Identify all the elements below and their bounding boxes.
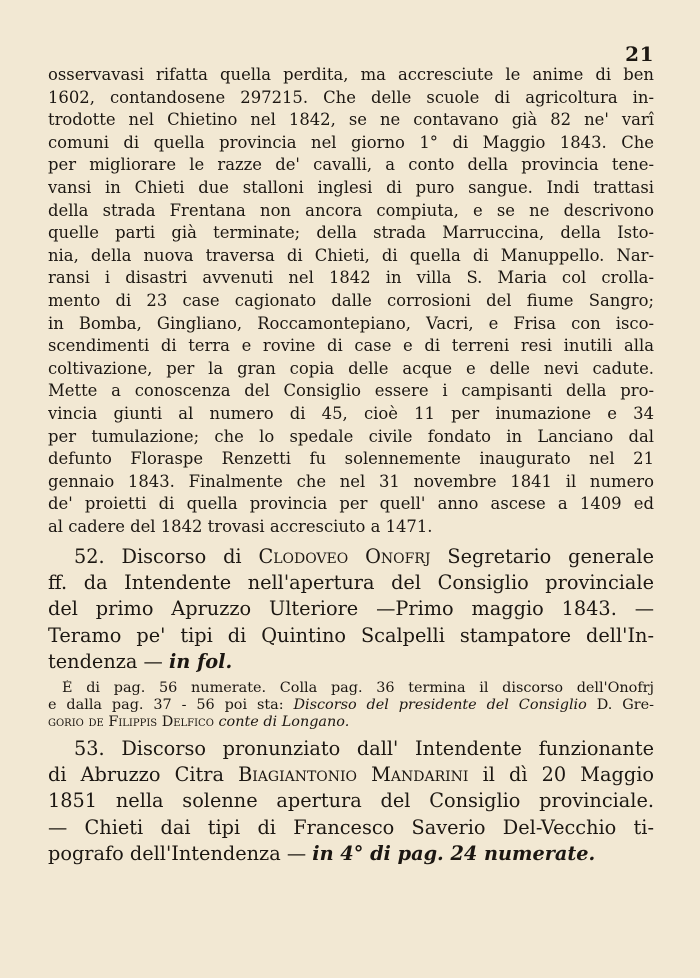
text-line: comuni di quella provincia nel giorno 1° di Maggio 1843. Che xyxy=(48,132,654,152)
text-line: trodotte nel Chietino nel 1842, se ne contavano già 82 ne' varî xyxy=(48,110,654,130)
note-line: È di pag. 56 numerate. Colla pag. 36 termina il discorso dell'Onofrj xyxy=(62,680,654,696)
intro-paragraph xyxy=(48,64,654,538)
entry-text: il dì 20 Maggio xyxy=(468,763,654,787)
text-line: Mette a conoscenza del Consiglio essere i campisanti della pro- xyxy=(48,381,654,401)
text-line: osservavasi rifatta quella perdita, ma accresciute le anime di ben xyxy=(48,65,654,84)
format-text: in fol. xyxy=(168,649,233,673)
text-line: per tumulazione; che lo spedale civile fondato in Lanciano dal xyxy=(48,426,654,446)
note-text: D. Gre- xyxy=(586,696,654,713)
entry-number-text: 52. Discorso di xyxy=(74,545,259,568)
text-line: quelle parti già terminate; della strada Marruccina, della Isto- xyxy=(48,223,654,243)
entry-text: pografo dell'Intendenza — xyxy=(48,841,313,865)
text-line: de' proietti di quella provincia per quell' anno ascese a 1409 ed xyxy=(48,494,654,514)
note-line xyxy=(48,714,654,731)
note-52 xyxy=(48,680,654,730)
entry-line: 53. Discorso pronunziato dall' Intendente funzionante xyxy=(74,737,654,760)
author-name: Clodoveo Onofrj xyxy=(258,545,431,568)
text-line: mento di 23 case cagionato dalle corrosioni del fiume Sangro; xyxy=(48,290,654,310)
entry-text: tendenza — xyxy=(48,649,169,673)
format-text: in 4° di pag. 24 numerate. xyxy=(312,841,596,865)
text-line: nia, della nuova traversa di Chieti, di quella di Manuppello. Nar- xyxy=(48,245,654,265)
note-title: Discorso del presidente del Consiglio xyxy=(293,696,587,713)
text-line: 1602, contandosene 297215. Che delle scuole di agricoltura in- xyxy=(48,87,654,107)
author-name: Biagiantonio Mandarini xyxy=(238,763,469,787)
text-line: al cadere del 1842 trovasi accresciuto a 1471. xyxy=(48,516,433,536)
entry-line: ff. da Intendente nell'apertura del Consiglio provinciale xyxy=(48,571,654,595)
text-line: defunto Floraspe Renzetti fu solennemente inaugurato nel 21 xyxy=(48,449,654,469)
entry-line: Teramo pe' tipi di Quintino Scalpelli stampatore dell'In- xyxy=(48,623,654,647)
entry-line: — Chieti dai tipi di Francesco Saverio Del-Vecchio ti- xyxy=(48,815,654,839)
entry-line xyxy=(48,841,654,867)
entry-line: 1851 nella solenne apertura del Consiglio provinciale. xyxy=(48,789,654,813)
text-line: vansi in Chieti due stalloni inglesi di puro sangue. Indi trattasi xyxy=(48,177,654,197)
text-line: ransi i disastri avvenuti nel 1842 in villa S. Maria col crolla- xyxy=(48,268,654,288)
text-line: gennaio 1843. Finalmente che nel 31 novembre 1841 il numero xyxy=(48,471,654,491)
page-number: 21 xyxy=(625,42,654,66)
entry-line xyxy=(48,762,654,788)
text-line: in Bomba, Gingliano, Roccamontepiano, Vacri, e Frisa con isco- xyxy=(48,313,654,333)
note-line xyxy=(48,697,654,714)
entry-line xyxy=(48,649,654,675)
entry-text: Segretario generale xyxy=(430,545,654,568)
note-name: gorio de Filippis Delfico xyxy=(48,713,214,730)
note-text: e dalla pag. 37 - 56 poi sta: xyxy=(48,696,294,713)
text-line: scendimenti di terra e rovine di case e di terreni resi inutili alla xyxy=(48,336,654,356)
entry-line xyxy=(48,544,654,570)
entry-text: di Abruzzo Citra xyxy=(48,763,239,787)
text-line: della strada Frentana non ancora compiuta, e se ne descrivono xyxy=(48,200,654,220)
entry-line: del primo Apruzzo Ulteriore —Primo maggio 1843. — xyxy=(48,597,654,621)
text-line: coltivazione, per la gran copia delle acque e delle nevi cadute. xyxy=(48,358,654,378)
bibliography-entry-53 xyxy=(48,736,654,867)
text-line: vincia giunti al numero di 45, cioè 11 per inumazione e 34 xyxy=(48,403,654,423)
text-line: per migliorare le razze de' cavalli, a conto della provincia tene- xyxy=(48,155,654,175)
note-title: conte di Longano. xyxy=(213,713,350,730)
bibliography-entry-52 xyxy=(48,544,654,675)
